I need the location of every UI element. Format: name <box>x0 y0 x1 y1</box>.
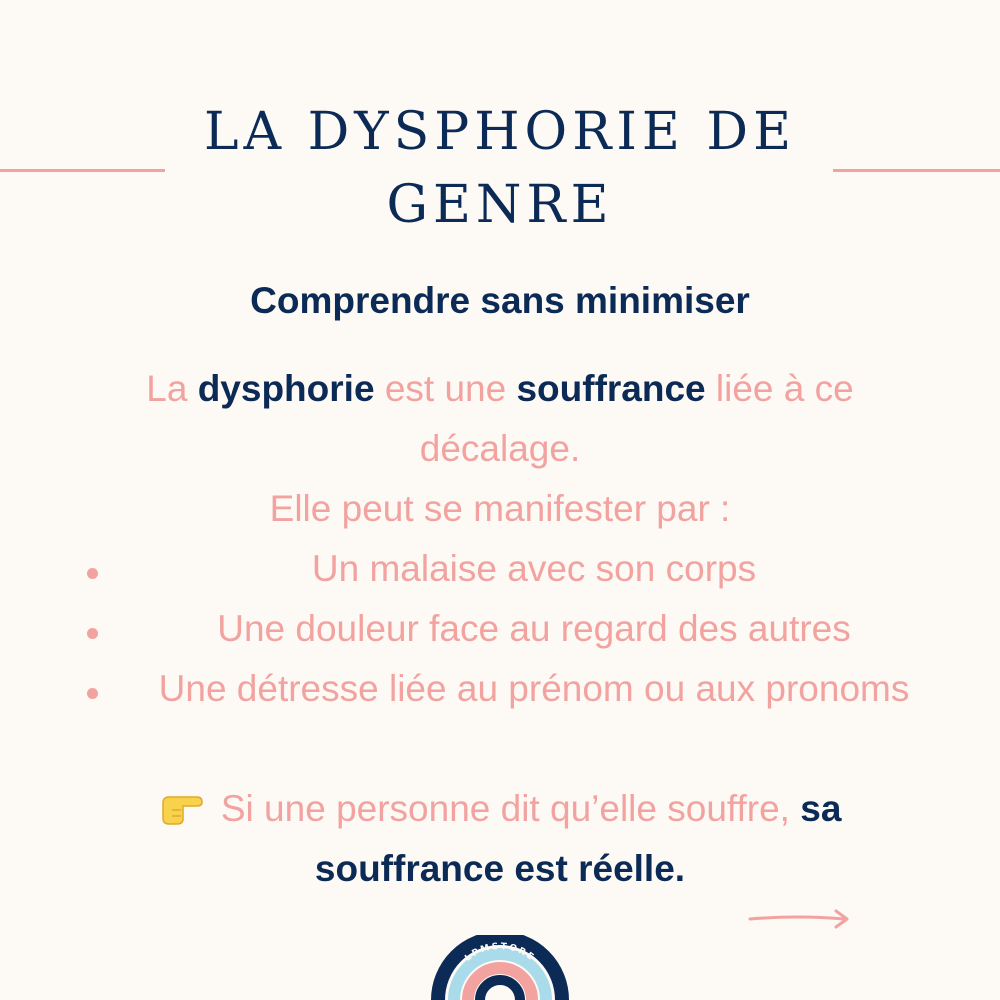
definition-line-2: décalage. <box>419 428 581 469</box>
callout-line-1 <box>0 788 1000 830</box>
definition-text-3: liée à ce <box>715 368 854 409</box>
list-item: Un malaise avec son corps <box>311 548 757 589</box>
page-title-line-2: GENRE <box>386 175 614 235</box>
brand-logo <box>430 935 570 1000</box>
list-item: Une détresse liée au prénom ou aux pronoms <box>158 668 910 709</box>
callout-text: Si une personne dit qu’elle souffre, <box>220 788 790 829</box>
definition-keyword-dysphorie: dysphorie <box>197 368 375 409</box>
callout-emphasis-1: sa <box>800 788 842 829</box>
callout-emphasis-2: souffrance est réelle. <box>314 848 686 889</box>
list-item: Une douleur face au regard des autres <box>217 608 851 649</box>
definition-text-1: La <box>146 368 188 409</box>
next-arrow-icon[interactable] <box>748 906 852 932</box>
symptoms-intro: Elle peut se manifester par : <box>269 488 731 529</box>
definition-line-1 <box>0 368 1000 410</box>
page-subtitle: Comprendre sans minimiser <box>250 280 750 321</box>
pointing-right-icon <box>159 791 203 827</box>
logo-text: LPMSTORE <box>463 941 537 964</box>
definition-text-2: est une <box>384 368 507 409</box>
page-title-line-1: LA DYSPHORIE DE <box>203 102 797 162</box>
definition-keyword-souffrance: souffrance <box>516 368 706 409</box>
